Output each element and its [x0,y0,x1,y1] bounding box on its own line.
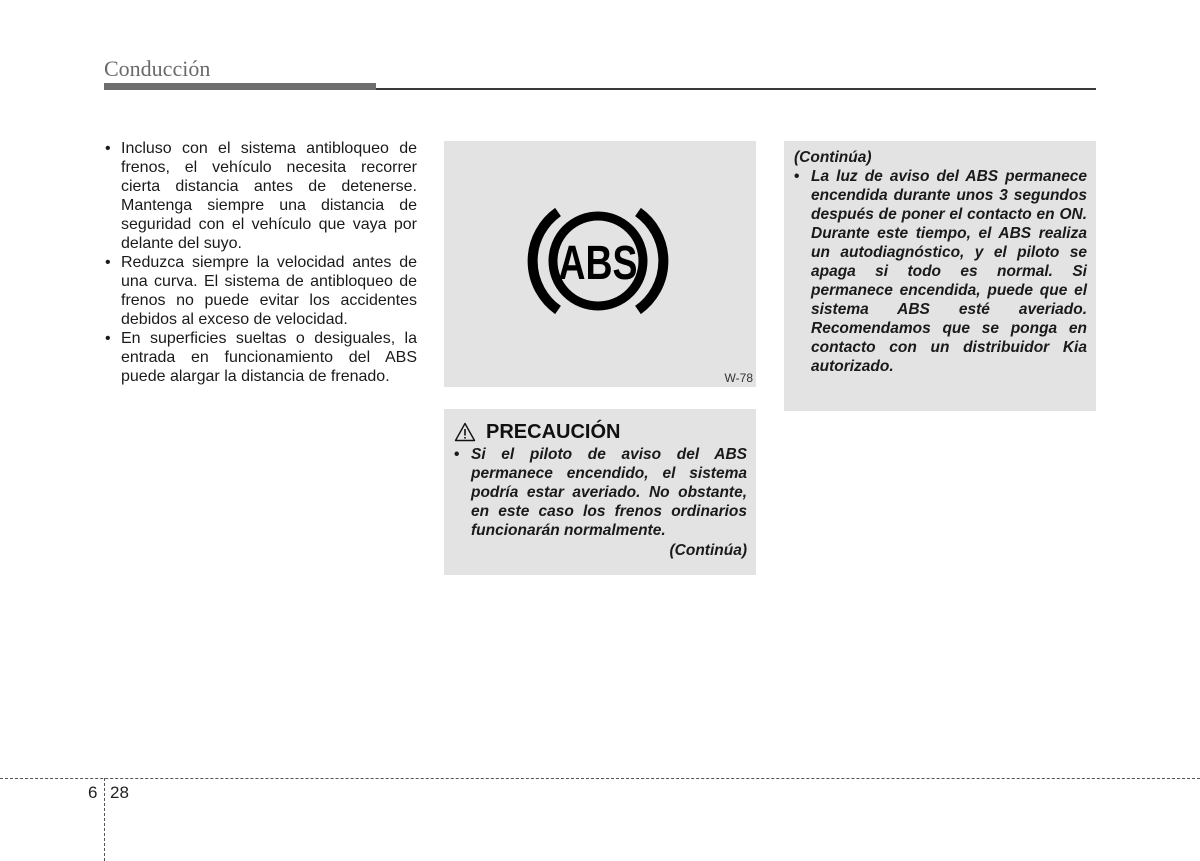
continued-body [794,148,1087,376]
chapter-number: 6 [88,783,98,802]
abs-figure [444,141,756,387]
caution-box [444,409,756,575]
header-rule-thin [376,88,1096,90]
caution-header [454,419,620,445]
figure-code: W-78 [724,371,753,385]
continued-label: (Continúa) [669,542,747,559]
list-item: • Reduzca siempre la velocidad antes de una curva. El sistema de antibloqueo de frenos no puede evitar los accidentes debidos al exceso de velocidad. [104,253,417,329]
list-item: • Si el piloto de aviso del ABS permanece encendido, el sistema podría estar averiado. No obstante, en este caso los frenos ordinarios funcionarán normalmente. [454,445,747,540]
footer-rule [0,778,1200,779]
caution-body [454,445,747,560]
bullet-list [104,139,417,386]
page-number: 28 [110,783,129,802]
section-title: Conducción [104,56,211,81]
continued-box [784,141,1096,411]
warning-triangle-icon [454,422,476,442]
list-item: • Incluso con el sistema antibloqueo de frenos, el vehículo necesita recorrer cierta distancia antes de detenerse. Mantenga siempre una distancia de seguridad con el vehículo que vaya por delante del suyo. [104,139,417,253]
abs-icon-text: ABS [558,236,638,291]
header-rule-thick [104,83,376,90]
list-item: • La luz de aviso del ABS permanece encendida durante unos 3 segundos después de poner el contacto en ON. Durante este tiempo, el ABS realiza un autodiagnóstico, y el piloto se apaga si todo es normal. Si permanece encendida, puede que el sistema ABS esté averiado. Recomendamos que se ponga en contacto con un distribuidor Kia autorizado. [794,167,1087,376]
abs-warning-icon [520,201,676,321]
continued-label: (Continúa) [794,149,872,166]
caution-title: PRECAUCIÓN [486,420,621,443]
list-item: • En superficies sueltas o desiguales, la entrada en funcionamiento del ABS puede alargar la distancia de frenado. [104,329,417,386]
body-text-column [104,139,417,386]
footer-vertical-rule [104,778,105,861]
